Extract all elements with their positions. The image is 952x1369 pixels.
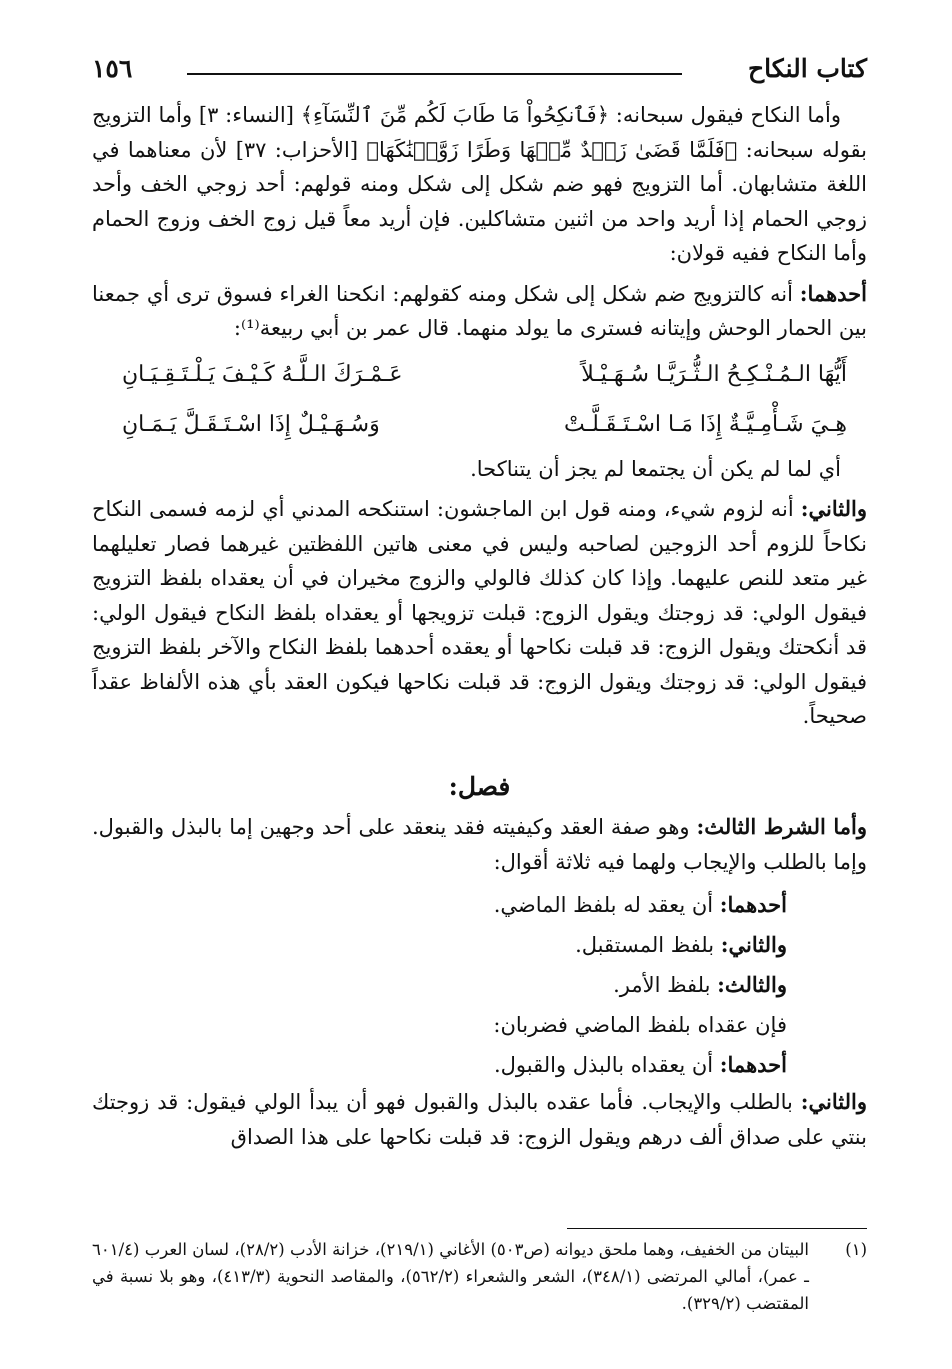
- item-text: أن يعقد له بلفظ الماضي.: [493, 893, 720, 917]
- item-text: بلفظ الأمر.: [613, 973, 718, 997]
- item-label: والثالث:: [717, 972, 787, 997]
- list-item: [92, 1045, 787, 1085]
- paragraph-intro: وأما النكاح فيقول سبحانه: ﴿فَٱنكِحُواْ مَا طَابَ لَكُم مِّنَ ٱلنِّسَآءِ﴾ [النساء: ٣] وأما التزويج بقوله سبحانه: ﴿فَلَمَّا قَضَىٰ زَيۡدٌ مِّنۡهَا وَطَرًا زَوَّجۡنَٰكَهَا﴾ [الأحزاب: ٣٧] لأن معناهما في اللغة متشابهان. أما التزويج فهو ضم شكل إلى شكل ومنه قولهم: أحد زوجي الخف وأحد زوجي الحمام إذا أريد واحد من اثنين متشاكلين. فإن أريد معاً قيل زوج الخف وزوج الحمام وأما النكاح ففيه قولان:: [92, 103, 868, 265]
- paragraph-label: والثاني:: [800, 1089, 867, 1114]
- item-label: أحدهما:: [719, 892, 787, 917]
- verse-hemistich-right: هِـيَ شَـأْمِـيَّـةٌ إِذَا مَـا اسْـتَـقَـلَّـتْ: [564, 411, 847, 437]
- paragraph-first-opinion: [92, 277, 867, 346]
- header-rule: [187, 73, 682, 75]
- list-item: [92, 885, 787, 925]
- page-header: [92, 52, 867, 92]
- item-label: والثاني:: [720, 932, 787, 957]
- paragraph-text: وهو صفة العقد وكيفيته فقد ينعقد على أحد وجهين إما بالبذل والقبول. وإما بالطلب والإيجاب ولهما فيه ثلاثة أقوال:: [92, 815, 867, 874]
- verse-line-2: [92, 402, 867, 448]
- item-label: أحدهما:: [719, 1052, 787, 1077]
- verse-hemistich-left: عَـمْـرَكَ الـلَّـهُ كَـيْـفَ يَـلْـتَـقِـيَـانِ: [122, 361, 403, 387]
- list-item: فإن عقداه بلفظ الماضي فضربان:: [493, 1013, 787, 1037]
- item-text: بلفظ المستقبل.: [575, 933, 721, 957]
- paragraph-text: أنه كالتزويج ضم شكل إلى شكل ومنه كقولهم: انكحنا الغراء فسوق ترى أي جمعنا بين الحمار الوحش وإيتانه فسترى ما يولد منهما. قال عمر بن أبي ربيعة⁽¹⁾:: [92, 281, 867, 340]
- verse-line-1: [92, 352, 867, 398]
- paragraph-label: أحدهما:: [799, 280, 867, 306]
- paragraph-second-form: [92, 1085, 867, 1154]
- list-item: [92, 965, 787, 1005]
- paragraph-second-opinion: [92, 492, 867, 734]
- paragraph-third-condition: [92, 810, 867, 879]
- page-body: [92, 98, 867, 1160]
- paragraph-verse-explanation: أي لما لم يكن أن يجتمعا لم يجز أن يتناكحا.: [470, 456, 841, 481]
- verse-hemistich-right: أَيُّهَا الـمُـنْـكِـحُ الـثُّـرَيَّـا سُـهَـيْـلاً: [581, 361, 847, 387]
- paragraph-label: وأما الشرط الثالث:: [696, 814, 867, 839]
- verse-hemistich-left: وَسُـهَـيْـلٌ إِذَا اسْـتَـقَـلَّ يَـمَـانِ: [122, 411, 380, 437]
- footnote-text: البيتان من الخفيف، وهما ملحق ديوانه (ص٥٠٣) الأغاني (٢١٩/١)، خزانة الأدب (٢٨/٢)، لسان العرب (٦٠١/٤ ـ عمر)، أمالي المرتضى (٣٤٨/١)، الشعر والشعراء (٥٦٢/٢)، والمقاصد النحوية (٤١٣/٣)، وهو بلا نسبة في المقتضب (٣٢٩/٢).: [92, 1240, 810, 1313]
- section-heading: فصل:: [448, 771, 511, 801]
- footnote-rule: [567, 1228, 867, 1229]
- paragraph-text: أنه لزوم شيء، ومنه قول ابن الماجشون: استنكحه المدني أي لزمه فسمى النكاح نكاحاً للزوم أحد الزوجين لصاحبه وليس في معنى هاتين اللفظتين غيرهما فصار تعليلهما غير متعد للنص عليهما. وإذا كان كذلك فالولي والزوج مخيران في أن يعقداه بلفظ التزويج فيقول الولي: قد زوجتك ويقول الزوج: قبلت تزويجها أو يعقداه بلفظ النكاح فيقول الولي: قد أنكحتك ويقول الزوج: قد قبلت نكاحها أو يعقده أحدهما بلفظ النكاح والآخر بلفظ التزويج فيقول الولي: قد زوجتك ويقول الزوج: قد قبلت نكاحها فيكون العقد بأي هذه الألفاظ عقداً صحيحاً.: [92, 497, 867, 728]
- paragraph-label: والثاني:: [800, 496, 867, 521]
- paragraph-text: بالطلب والإيجاب. فأما عقده بالبذل والقبول فهو أن يبدأ الولي فيقول: قد زوجتك بنتي على صداق ألف درهم ويقول الزوج: قد قبلت نكاحها على هذا الصداق: [92, 1090, 867, 1149]
- page-number: ١٥٦: [92, 54, 133, 83]
- running-title: كتاب النكاح: [748, 54, 867, 83]
- item-text: أن يعقداه بالبذل والقبول.: [493, 1053, 720, 1077]
- list-item: [92, 925, 787, 965]
- footnote-marker: (١): [845, 1240, 867, 1259]
- footnote: [92, 1236, 867, 1317]
